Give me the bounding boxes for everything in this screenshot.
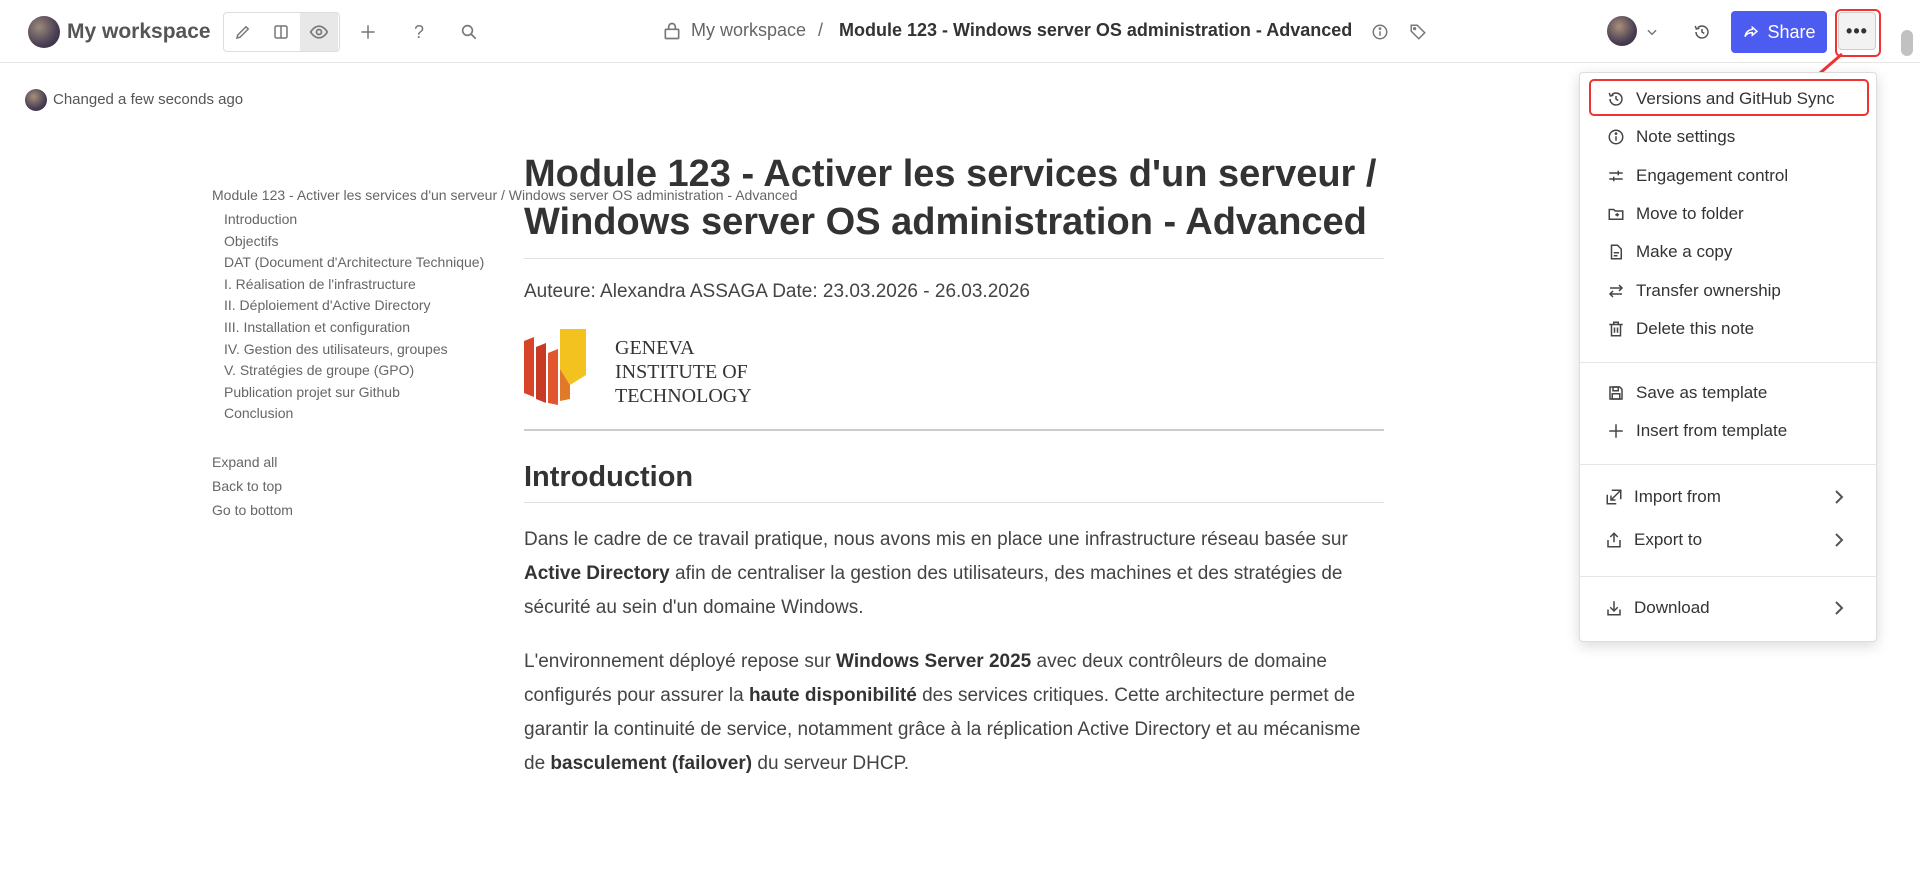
menu-item-transfer-ownership[interactable] (1580, 273, 1876, 309)
export-icon (1604, 530, 1624, 550)
text-run: avec deux contrôleurs de domaine configurés pour assurer la (524, 651, 1327, 706)
new-note-button[interactable] (356, 20, 380, 44)
menu-item-label: Note settings (1636, 127, 1736, 146)
split-mode-button[interactable] (262, 13, 300, 51)
user-avatar[interactable] (1607, 16, 1637, 46)
last-editor-avatar (25, 89, 47, 111)
chevron-right-icon (1833, 489, 1845, 505)
toc-expand-all-link[interactable]: Expand all (212, 453, 278, 470)
plus-icon (1606, 421, 1626, 441)
menu-item-note-settings[interactable] (1580, 119, 1876, 155)
bold-text: basculement (failover) (550, 753, 753, 774)
view-mode-group (223, 12, 340, 52)
toc-item[interactable]: Introduction (224, 211, 298, 227)
intro-paragraph-2 (524, 645, 1384, 781)
menu-item-engagement-control[interactable] (1580, 158, 1876, 194)
history-button[interactable] (1690, 20, 1714, 44)
menu-item-label: Delete this note (1636, 319, 1755, 338)
note-title: Module 123 - Activer les services d'un serveur / Windows server OS administration - Advanced (524, 150, 1384, 259)
workspace-name[interactable]: My workspace (67, 20, 211, 43)
menu-item-label: Download (1634, 598, 1710, 617)
note-content (524, 150, 1384, 781)
transfer-icon (1606, 281, 1626, 301)
introduction-heading: Introduction (524, 461, 1384, 503)
toc-back-to-top-link[interactable]: Back to top (212, 477, 283, 494)
user-menu-toggle[interactable] (1640, 20, 1664, 44)
logo-mark-icon (524, 329, 586, 405)
menu-item-export-to[interactable] (1580, 522, 1876, 558)
trash-icon (1606, 319, 1626, 339)
bold-text: Active Directory (524, 563, 670, 584)
share-arrow-icon (1742, 24, 1760, 40)
download-icon (1604, 598, 1624, 618)
text-run: L'environnement déployé repose sur (524, 651, 837, 672)
menu-item-save-as-template[interactable] (1580, 375, 1876, 411)
tag-icon (1409, 23, 1427, 41)
menu-item-label: Import from (1634, 487, 1721, 506)
logo-line-1: GENEVA (615, 337, 695, 359)
history-icon (1606, 89, 1626, 109)
search-icon (460, 23, 478, 41)
toc-item[interactable]: Publication projet sur Github (224, 383, 400, 400)
last-changed-text: Changed a few seconds ago (53, 91, 244, 108)
more-options-button[interactable] (1838, 12, 1876, 50)
menu-item-label: Engagement control (1636, 166, 1789, 185)
eye-icon (309, 22, 329, 42)
question-mark-icon: ? (413, 21, 424, 42)
tags-button[interactable] (1406, 20, 1430, 44)
scrollbar-thumb[interactable] (1901, 30, 1913, 56)
edit-mode-button[interactable] (224, 13, 262, 51)
intro-paragraph-1 (524, 523, 1384, 625)
columns-icon (272, 23, 290, 41)
menu-divider (1580, 576, 1876, 577)
menu-divider (1580, 362, 1876, 363)
menu-item-label: Versions and GitHub Sync (1636, 89, 1835, 108)
top-bar (0, 0, 1920, 63)
bold-text: Windows Server 2025 (836, 651, 1032, 672)
toc-item[interactable]: II. Déploiement d'Active Directory (224, 297, 431, 314)
toc-item[interactable]: IV. Gestion des utilisateurs, groupes (224, 340, 448, 357)
text-run: du serveur DHCP. (752, 753, 910, 774)
author-date-line: Auteure: Alexandra ASSAGA Date: 23.03.2026 - 26.03.2026 (524, 281, 1030, 302)
toc-item[interactable]: DAT (Document d'Architecture Technique) (224, 254, 485, 271)
toc-item[interactable]: Objectifs (224, 232, 279, 249)
toc-item[interactable]: Conclusion (224, 405, 294, 422)
chevron-right-icon (1833, 600, 1845, 616)
menu-item-move-to-folder[interactable] (1580, 196, 1876, 232)
menu-item-label: Transfer ownership (1636, 281, 1781, 300)
menu-item-delete-note[interactable] (1580, 311, 1876, 347)
text-run: Dans le cadre de ce travail pratique, nous avons mis en place une infrastructure réseau basée sur (524, 529, 1348, 550)
toc-item[interactable]: III. Installation et configuration (224, 318, 410, 335)
pencil-icon (234, 23, 252, 41)
save-icon (1606, 383, 1626, 403)
folder-move-icon (1606, 204, 1626, 224)
breadcrumb-separator: / (818, 20, 824, 40)
menu-divider (1580, 464, 1876, 465)
menu-item-make-a-copy[interactable] (1580, 234, 1876, 270)
share-label: Share (1767, 21, 1816, 42)
info-icon (1606, 127, 1626, 147)
text-run: des services critiques. Cette architecture permet de garantir la continuité de service, notamment grâce à la réplication Active Directory et au mécanisme de (524, 685, 1361, 774)
menu-item-label: Make a copy (1636, 242, 1733, 261)
menu-item-download[interactable] (1580, 590, 1876, 626)
breadcrumb-workspace[interactable]: My workspace (691, 20, 807, 40)
lock-icon (660, 19, 684, 43)
ellipsis-icon: ••• (1846, 20, 1868, 41)
note-info-button[interactable] (1368, 20, 1392, 44)
menu-item-insert-from-template[interactable] (1580, 413, 1876, 449)
plus-icon (359, 23, 377, 41)
menu-item-label: Insert from template (1636, 421, 1788, 440)
workspace-avatar[interactable] (28, 16, 60, 48)
menu-item-label: Save as template (1636, 383, 1768, 402)
toc-root-item[interactable]: Module 123 - Activer les services d'un serveur / Windows server OS administration - Advanced (212, 187, 798, 203)
copy-file-icon (1606, 242, 1626, 262)
toc-go-to-bottom-link[interactable]: Go to bottom (212, 501, 293, 518)
import-icon (1604, 487, 1624, 507)
logo-line-3: TECHNOLOGY (615, 385, 752, 407)
history-icon (1693, 23, 1711, 41)
horizontal-rule (524, 429, 1384, 431)
menu-item-label: Export to (1634, 530, 1703, 549)
bold-text: haute disponibilité (748, 685, 917, 706)
toc-item[interactable]: I. Réalisation de l'infrastructure (224, 275, 416, 292)
chevron-right-icon (1833, 532, 1845, 548)
search-button[interactable] (457, 20, 481, 44)
menu-item-import-from[interactable] (1580, 479, 1876, 515)
sliders-icon (1606, 166, 1626, 186)
help-button[interactable] (407, 20, 431, 44)
more-options-menu (1579, 72, 1877, 642)
breadcrumb-note-title[interactable]: Module 123 - Windows server OS administration - Advanced (839, 20, 1353, 40)
logo-line-2: INSTITUTE OF (615, 361, 748, 383)
view-mode-button[interactable] (300, 13, 338, 51)
toc-item[interactable]: V. Stratégies de groupe (GPO) (224, 362, 415, 379)
menu-item-label: Move to folder (1636, 204, 1744, 223)
share-button[interactable] (1731, 11, 1827, 53)
text-run: afin de centraliser la gestion des utilisateurs, des machines et des stratégies de sécurité au sein d'un domaine Windows. (524, 563, 1343, 618)
info-icon (1371, 23, 1389, 41)
menu-item-versions-github-sync[interactable] (1580, 81, 1876, 117)
chevron-down-icon (1645, 25, 1659, 39)
institute-logo (524, 329, 1384, 405)
